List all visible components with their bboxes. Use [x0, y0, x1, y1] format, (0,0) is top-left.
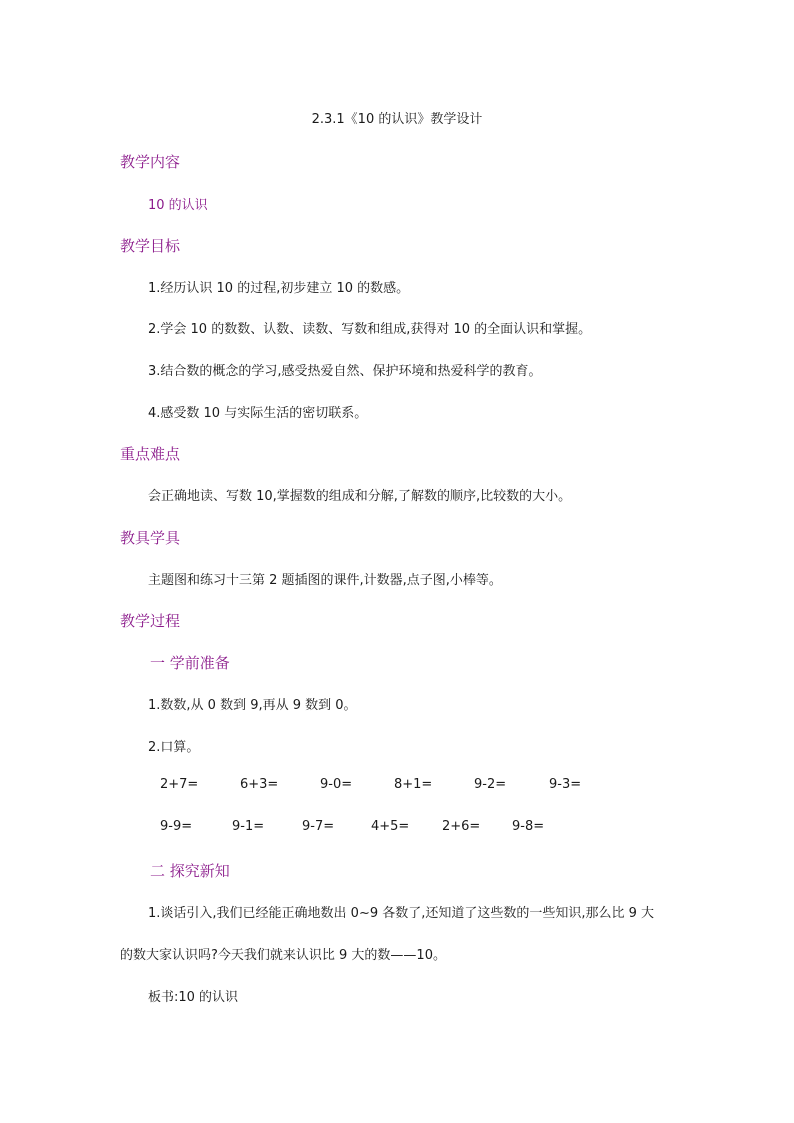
- arithmetic-item: 8+1=: [394, 777, 433, 792]
- content-text: 10 的认识: [148, 198, 208, 213]
- part2-heading: 二 探究新知: [150, 862, 230, 880]
- arithmetic-item: 2+6=: [442, 819, 481, 834]
- arithmetic-item: 9-7=: [302, 819, 335, 834]
- section-heading-process: 教学过程: [120, 612, 181, 630]
- document-title: 2.3.1《10 的认识》教学设计: [311, 112, 483, 127]
- part2-para1-line2: 的数大家认识吗?今天我们就来认识比 9 大的数——10。: [120, 948, 446, 963]
- arithmetic-item: 2+7=: [160, 777, 199, 792]
- part1-item-2: 2.口算。: [148, 740, 200, 755]
- section-heading-tools: 教具学具: [120, 529, 181, 547]
- goal-item-3: 3.结合数的概念的学习,感受热爱自然、保护环境和热爱科学的教育。: [148, 364, 542, 379]
- part1-heading: 一 学前准备: [150, 654, 230, 672]
- key-text: 会正确地读、写数 10,掌握数的组成和分解,了解数的顺序,比较数的大小。: [148, 489, 572, 504]
- goal-item-2: 2.学会 10 的数数、认数、读数、写数和组成,获得对 10 的全面认识和掌握。: [148, 322, 592, 337]
- section-heading-key: 重点难点: [120, 445, 181, 463]
- arithmetic-item: 9-0=: [320, 777, 353, 792]
- arithmetic-item: 9-2=: [474, 777, 507, 792]
- tools-text: 主题图和练习十三第 2 题插图的课件,计数器,点子图,小棒等。: [148, 573, 502, 588]
- arithmetic-item: 6+3=: [240, 777, 279, 792]
- part2-para1-line1: 1.谈话引入,我们已经能正确地数出 0~9 各数了,还知道了这些数的一些知识,那么比 9 大: [148, 906, 655, 921]
- arithmetic-item: 9-1=: [232, 819, 265, 834]
- arithmetic-item: 9-3=: [549, 777, 582, 792]
- goal-item-4: 4.感受数 10 与实际生活的密切联系。: [148, 406, 368, 421]
- arithmetic-item: 9-9=: [160, 819, 193, 834]
- arithmetic-item: 9-8=: [512, 819, 545, 834]
- section-heading-goals: 教学目标: [120, 237, 181, 255]
- arithmetic-item: 4+5=: [371, 819, 410, 834]
- part1-item-1: 1.数数,从 0 数到 9,再从 9 数到 0。: [148, 698, 357, 713]
- goal-item-1: 1.经历认识 10 的过程,初步建立 10 的数感。: [148, 281, 410, 296]
- board-text: 板书:10 的认识: [148, 990, 239, 1005]
- section-heading-content: 教学内容: [120, 153, 181, 171]
